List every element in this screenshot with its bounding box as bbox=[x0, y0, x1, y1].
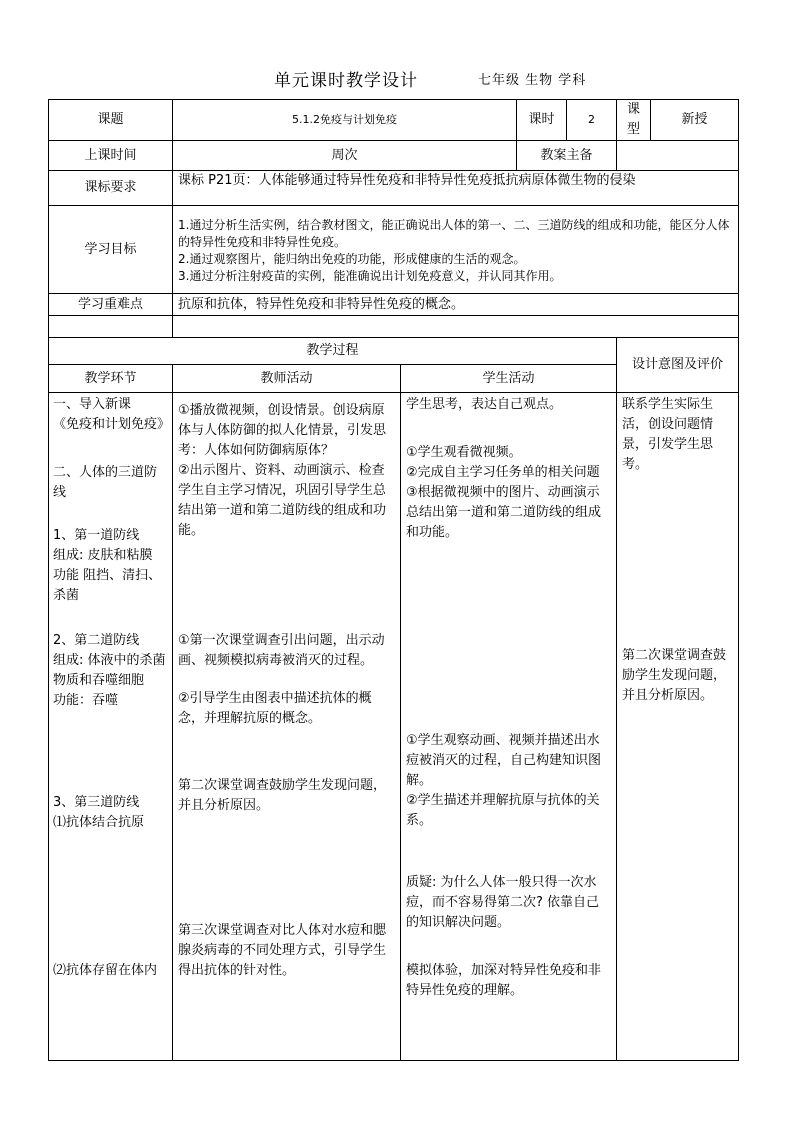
row-process-header bbox=[49, 338, 739, 365]
hours-value: 2 bbox=[567, 100, 617, 141]
process-header: 教学过程 bbox=[49, 338, 617, 365]
stage-second-line: 2、第二道防线 组成: 体液中的杀菌物质和吞噬细胞 功能：吞噬 bbox=[53, 633, 166, 708]
stage-third-line: 3、第三道防线 ⑴抗体结合抗原 bbox=[53, 795, 145, 830]
student-activity-3: ①学生观察动画、视频并描述出水痘被消灭的过程，自己构建知识图解。 ②学生描述并理解抗原与抗体的关系。 bbox=[406, 733, 602, 828]
student-cell bbox=[401, 393, 617, 1061]
col-student-header: 学生活动 bbox=[401, 365, 617, 393]
col-teacher-header: 教师活动 bbox=[173, 365, 401, 393]
lead-label: 教案主备 bbox=[517, 141, 617, 171]
row-key bbox=[49, 294, 739, 316]
blank-cell-right bbox=[173, 316, 739, 338]
time-label: 上课时间 bbox=[49, 141, 173, 171]
key-value: 抗原和抗体，特异性免疫和非特异性免疫的概念。 bbox=[173, 294, 739, 316]
teacher-activity-5: 第三次课堂调查对比人体对水痘和腮腺炎病毒的不同处理方式，引导学生得出抗体的针对性。 bbox=[178, 923, 387, 978]
teacher-activity-4: 第二次课堂调查鼓励学生发现问题，并且分析原因。 bbox=[178, 778, 387, 813]
row-standard bbox=[49, 171, 739, 206]
goals-label: 学习目标 bbox=[49, 206, 173, 294]
row-topic bbox=[49, 100, 739, 141]
lead-value bbox=[617, 141, 739, 171]
teacher-activity-3: ②引导学生由图表中描述抗体的概念，并理解抗原的概念。 bbox=[178, 691, 372, 726]
hours-label: 课时 bbox=[517, 100, 567, 141]
topic-value: 5.1.2免疫与计划免疫 bbox=[173, 100, 517, 141]
design-cell bbox=[617, 393, 739, 1061]
lesson-plan-table bbox=[48, 99, 739, 1061]
stage-intro: 一、导入新课 《免疫和计划免疫》 bbox=[53, 397, 171, 432]
student-activity-4: 质疑: 为什么人体一般只得一次水痘，而不容易得第二次? 依靠自己的知识解决问题。 bbox=[406, 875, 600, 930]
design-note-2: 第二次课堂调查鼓励学生发现问题，并且分析原因。 bbox=[622, 648, 727, 703]
week-label: 周次 bbox=[173, 141, 517, 171]
student-activity-2: ①学生观看微视频。 ②完成自主学习任务单的相关问题 ③根据微视频中的图片、动画演示总结出第一道和第二道防线的组成和功能。 bbox=[406, 445, 602, 540]
blank-cell-left bbox=[49, 316, 173, 338]
standard-value: 课标 P21页：人体能够通过特异性免疫和非特异性免疫抵抗病原体微生物的侵染 bbox=[173, 171, 739, 206]
grade-subject: 七年级 生物 学科 bbox=[478, 73, 587, 88]
key-label: 学习重难点 bbox=[49, 294, 173, 316]
row-time bbox=[49, 141, 739, 171]
goals-value: 1.通过分析生活实例，结合教材图文，能正确说出人体的第一、二、三道防线的组成和功能，能区分人体的特异性免疫和非特异性免疫。 2.通过观察图片，能归纳出免疫的功能，形成健康的生活的观念。 3.通过分析注射疫苗的实例，能准确说出计划免疫意义，并认同其作用。 bbox=[173, 206, 739, 294]
row-blank bbox=[49, 316, 739, 338]
teacher-activity-1: ①播放微视频，创设情景。创设病原体与人体防御的拟人化情景，引发思考：人体如何防御病原体？ ②出示图片、资料、动画演示、检查学生自主学习情况，巩固引导学生总结出第一道和第二道防线的组成和功能。 bbox=[178, 403, 387, 538]
teacher-activity-2: ①第一次课堂调查引出问题，出示动画、视频模拟病毒被消灭的过程。 bbox=[178, 633, 385, 668]
design-header: 设计意图及评价 bbox=[617, 338, 739, 393]
document-header bbox=[0, 66, 794, 90]
type-value: 新授 bbox=[651, 100, 739, 141]
student-activity-1: 学生思考，表达自己观点。 bbox=[406, 397, 563, 412]
design-note-1: 联系学生实际生活，创设问题情景，引发学生思考。 bbox=[622, 397, 714, 472]
col-stage-header: 教学环节 bbox=[49, 365, 173, 393]
stage-first-line: 1、第一道防线 组成: 皮肤和粘膜 功能 阻挡、清扫、杀菌 bbox=[53, 528, 162, 603]
stage-antibody-retained: ⑵抗体存留在体内 bbox=[53, 963, 158, 978]
topic-label: 课题 bbox=[49, 100, 173, 141]
type-label: 课型 bbox=[617, 100, 651, 141]
student-activity-5: 模拟体验，加深对特异性免疫和非特异性免疫的理解。 bbox=[406, 963, 602, 998]
teacher-cell bbox=[173, 393, 401, 1061]
stage-three-lines: 二、人体的三道防线 bbox=[53, 465, 158, 500]
row-goals bbox=[49, 206, 739, 294]
document-title: 单元课时教学设计 bbox=[274, 71, 418, 91]
stage-cell bbox=[49, 393, 173, 1061]
row-process-body bbox=[49, 393, 739, 1061]
standard-label: 课标要求 bbox=[49, 171, 173, 206]
